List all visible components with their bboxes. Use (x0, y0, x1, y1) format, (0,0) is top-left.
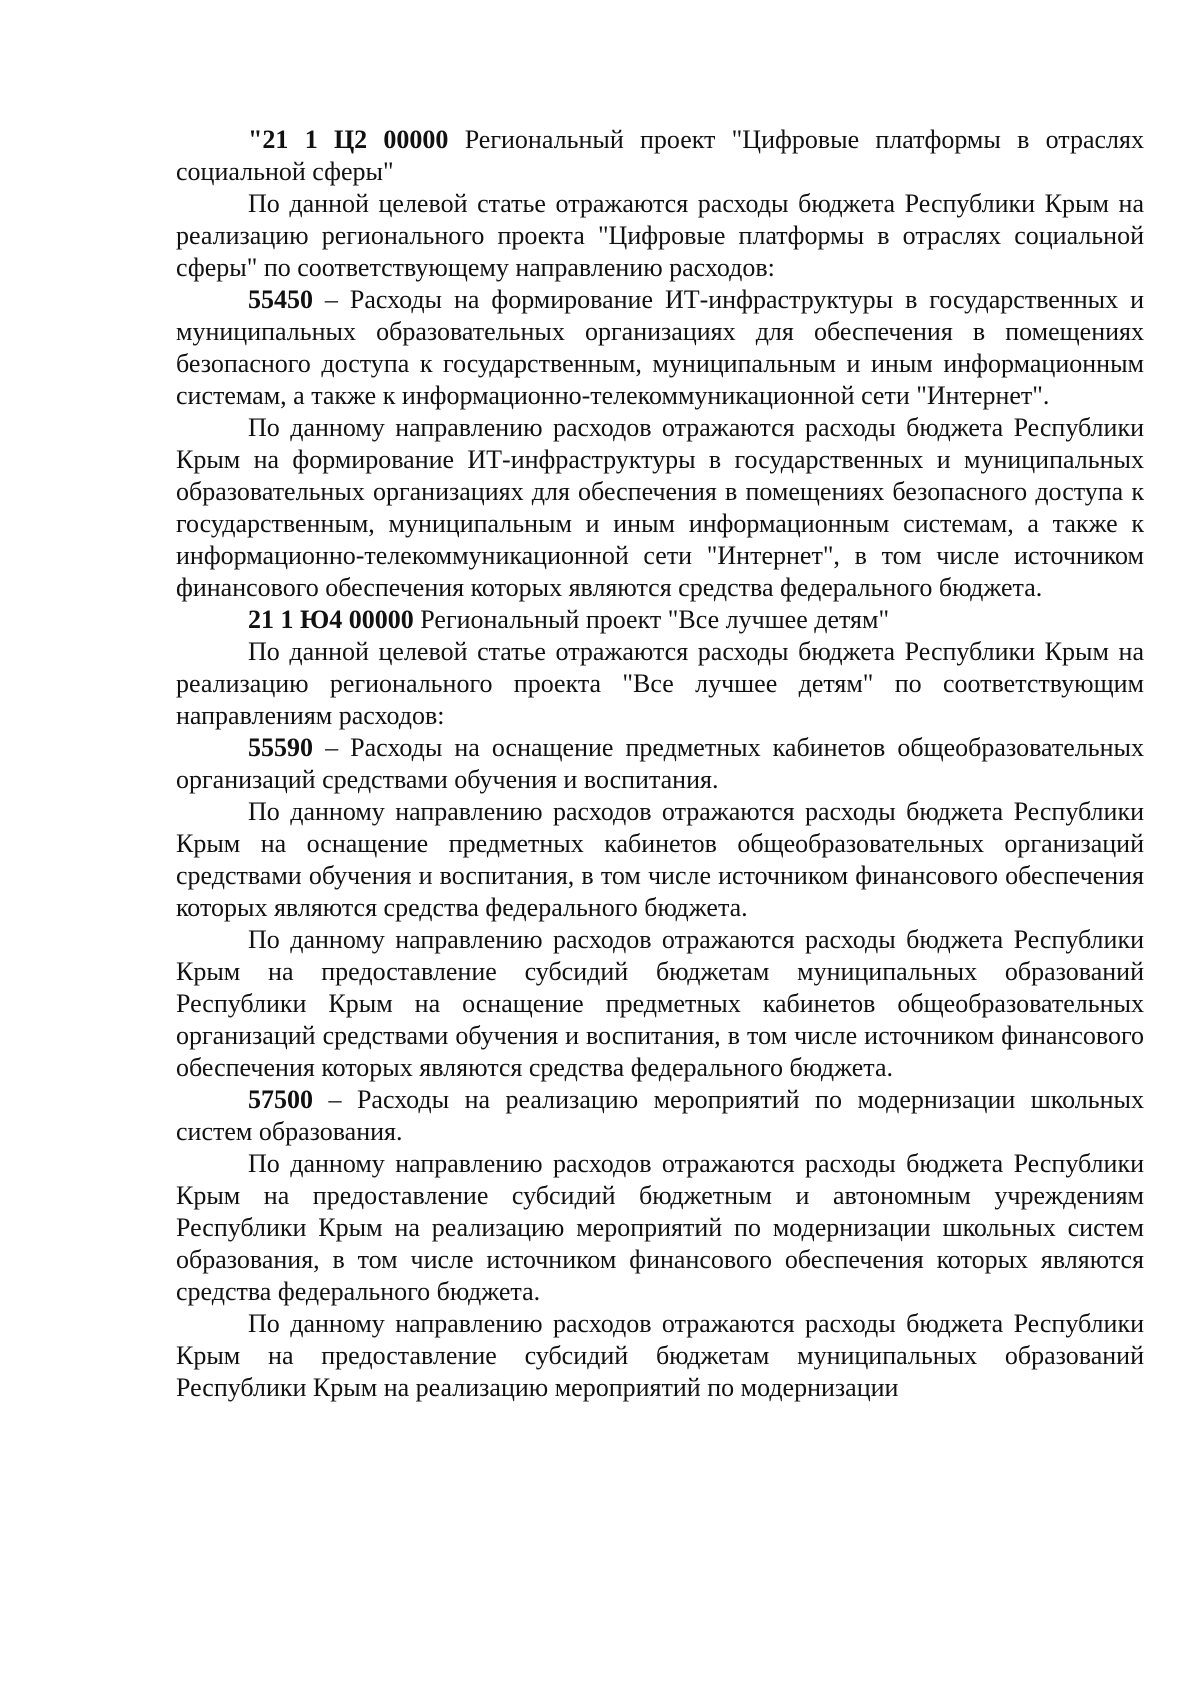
paragraph-text: Региональный проект "Цифровые платформы в отраслях социальной сферы" (176, 125, 1144, 186)
paragraph-text: – Расходы на реализацию мероприятий по модернизации школьных систем образования. (176, 1085, 1144, 1146)
paragraph-text: По данному направлению расходов отражаются расходы бюджета Республики Крым на предоставление субсидий бюджетам муниципальных образований Республики Крым на реализацию мероприятий по модернизации (176, 1309, 1144, 1402)
paragraph-direction-57500 (176, 1084, 1144, 1148)
paragraph-text: По данному направлению расходов отражаются расходы бюджета Республики Крым на оснащение предметных кабинетов общеобразовательных организаций средствами обучения и воспитания, в том числе источником финансового обеспечения которых являются средства федерального бюджета. (176, 797, 1144, 922)
code-57500: 57500 (248, 1085, 313, 1114)
paragraph-description (176, 924, 1144, 1084)
paragraph-target-article-21-1-c2 (176, 124, 1144, 188)
code-21-1-yu4-00000: 21 1 Ю4 00000 (248, 605, 414, 634)
paragraph-text: – Расходы на формирование ИТ-инфраструктуры в государственных и муниципальных образовательных организациях для обеспечения в помещениях безопасного доступа к государственным, муниципальным и иным информационным системам, а также к информационно-телекоммуникационной сети "Интернет". (176, 285, 1144, 410)
paragraph-text: По данному направлению расходов отражаются расходы бюджета Республики Крым на формирование ИТ-инфраструктуры в государственных и муниципальных образовательных организациях для обеспечения в помещениях безопасного доступа к государственным, муниципальным и иным информационным системам, а также к информационно-телекоммуникационной сети "Интернет", в том числе источником финансового обеспечения которых являются средства федерального бюджета. (176, 413, 1144, 602)
code-21-1-c2-00000: "21 1 Ц2 00000 (248, 125, 449, 154)
paragraph-text: По данной целевой статье отражаются расходы бюджета Республики Крым на реализацию регионального проекта "Все лучшее детям" по соответствующим направлениям расходов: (176, 637, 1144, 730)
paragraph-direction-55450 (176, 284, 1144, 412)
paragraph-description (176, 1148, 1144, 1308)
paragraph-description (176, 796, 1144, 924)
document-body (176, 124, 1144, 1404)
paragraph-description (176, 1308, 1144, 1404)
code-55450: 55450 (248, 285, 313, 314)
paragraph-text: По данному направлению расходов отражаются расходы бюджета Республики Крым на предоставление субсидий бюджетам муниципальных образований Республики Крым на оснащение предметных кабинетов общеобразовательных организаций средствами обучения и воспитания, в том числе источником финансового обеспечения которых являются средства федерального бюджета. (176, 925, 1144, 1082)
code-55590: 55590 (248, 733, 313, 762)
paragraph-text: – Расходы на оснащение предметных кабинетов общеобразовательных организаций средствами обучения и воспитания. (176, 733, 1144, 794)
paragraph-text: Региональный проект "Все лучшее детям" (413, 605, 890, 634)
paragraph-description (176, 412, 1144, 604)
paragraph-direction-55590 (176, 732, 1144, 796)
paragraph-description (176, 636, 1144, 732)
paragraph-text: По данной целевой статье отражаются расходы бюджета Республики Крым на реализацию регионального проекта "Цифровые платформы в отраслях социальной сферы" по соответствующему направлению расходов: (176, 189, 1144, 282)
paragraph-target-article-21-1-yu4 (176, 604, 1144, 636)
paragraph-text: По данному направлению расходов отражаются расходы бюджета Республики Крым на предоставление субсидий бюджетным и автономным учреждениям Республики Крым на реализацию мероприятий по модернизации школьных систем образования, в том числе источником финансового обеспечения которых являются средства федерального бюджета. (176, 1149, 1144, 1306)
paragraph-description (176, 188, 1144, 284)
